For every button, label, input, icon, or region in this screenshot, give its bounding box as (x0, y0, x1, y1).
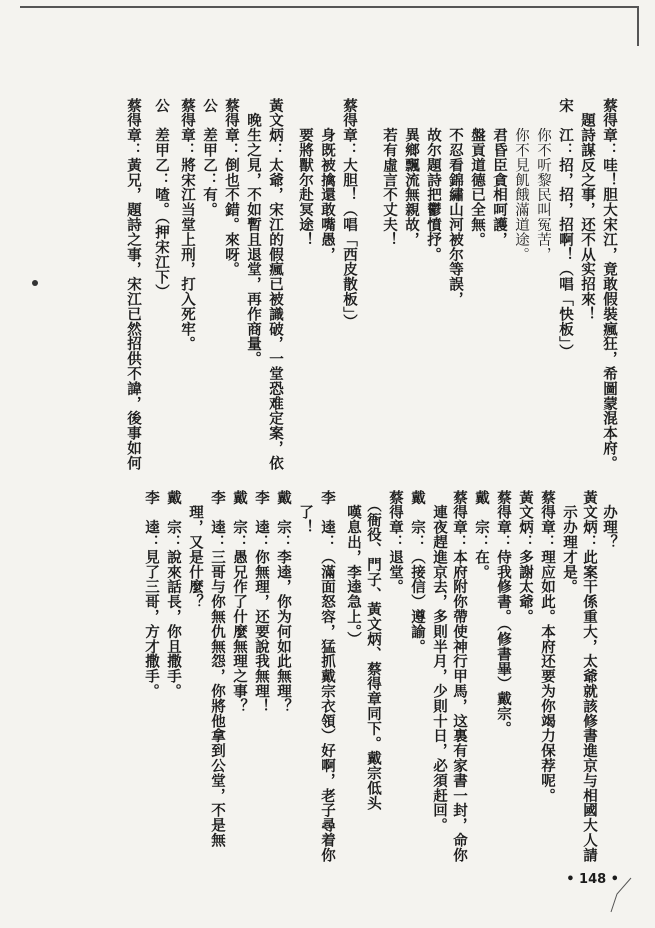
text-column: 黃文炳：太爺，宋江的假瘋已被識破，一堂恐难定案，依 (267, 98, 284, 471)
text-column: 戴 宗：愚兄作了什麼無理之事？ (231, 490, 248, 714)
text-column: 黃文炳：此案干係重大，太爺就該修書進京与相國大人請 (581, 490, 598, 863)
text-column: 蔡得章：理应如此。本府还要为你竭力保荐呢。 (539, 490, 556, 803)
text-column: 宋 江：招，招，招啊！（唱「快板」） (557, 98, 574, 359)
text-column: 了！ (297, 490, 314, 535)
text-column: 李 逵：你無理，还要說我無理！ (253, 490, 270, 714)
text-column: 戴 宗：李逵，你为何如此無理？ (275, 490, 292, 714)
text-column: 要將獸尔赴冥途！ (297, 98, 314, 247)
text-column: 蔡得章：侍我修書。（修書畢）戴宗。 (495, 490, 512, 737)
text-column: 盤貢道德已全無。 (469, 98, 486, 247)
text-column: 不忍看錦繡山河被尔等誤， (447, 98, 464, 307)
text-column: 蔡得章：將宋江当堂上刑，打入死牢。 (179, 98, 196, 352)
scan-dot-mark (32, 280, 38, 286)
text-column: 題詩謀反之事，还不从实招來！ (579, 98, 596, 322)
text-column: （衙役、門子、黃文炳、蔡得章同下。戴宗低头 (365, 490, 382, 811)
text-column: 戴 宗：（接信）遵諭。 (409, 490, 426, 654)
text-column: 蔡得章：本府附你帶使神行甲馬，这裏有家書一封，命你 (451, 490, 468, 863)
text-column: 公 差甲乙：有。 (201, 98, 218, 218)
text-column: 蔡得章：黃兄，題詩之事，宋江已然招供不諱，後事如何 (125, 98, 142, 471)
text-column: 公 差甲乙：喳。（押宋江下） (153, 98, 170, 300)
page-edge-top (20, 6, 637, 8)
page-number: • 148 • (566, 872, 619, 887)
text-column: 晚生之見，不如暫且退堂，再作商量。 (245, 98, 262, 367)
text-column: 你不見飢餓滿道途。 (513, 98, 529, 262)
text-column: 蔡得章：哇！胆大宋江，竟敢假裝瘋狂，希圖蒙混本府。 (601, 98, 618, 471)
text-column: 蔡得章：退堂。 (387, 490, 404, 595)
text-column: 身既被擒還敢嘴愚， (319, 98, 336, 262)
text-column: 異鄉飄流無親故， (403, 98, 420, 247)
text-column: 李 逵：（滿面怒容，猛抓戴宗衣領）好啊，老子尋着你 (319, 490, 336, 863)
text-column: 君昏臣貪相呵護， (491, 98, 508, 247)
page-edge-right (637, 6, 639, 46)
text-column: 李 逵：三哥与你無仇無怨，你將他拿到公堂，不是無 (209, 490, 226, 848)
text-column: 理，又是什麼？ (187, 490, 204, 610)
text-column: 若有虛言不丈夫！ (381, 98, 398, 247)
text-column: 示办理才是。 (561, 490, 578, 595)
text-column: 蔡得章：倒也不錯。來呀。 (223, 98, 240, 277)
text-column: 蔡得章：大胆！（唱「西皮散板」） (341, 98, 358, 330)
text-column: 戴 宗：說來話長，你且撒手。 (165, 490, 182, 699)
text-column: 連夜趕進京去，多則半月，少則十日，必須赶回。 (431, 490, 448, 833)
text-column: 黃文炳：多謝太爺。 (517, 490, 534, 625)
text-column: 嘆息出，李逵急上。） (345, 490, 362, 647)
text-column: 李 逵：見了三哥，方才撒手。 (143, 490, 160, 699)
text-column: 办理？ (601, 490, 618, 550)
text-column: 故尔題詩把鬱憤抒。 (425, 98, 442, 262)
text-column: 戴 宗：在。 (473, 490, 490, 580)
text-column: 你不听黎民叫冤苦， (535, 98, 551, 262)
page-corner-scratch (607, 874, 637, 914)
